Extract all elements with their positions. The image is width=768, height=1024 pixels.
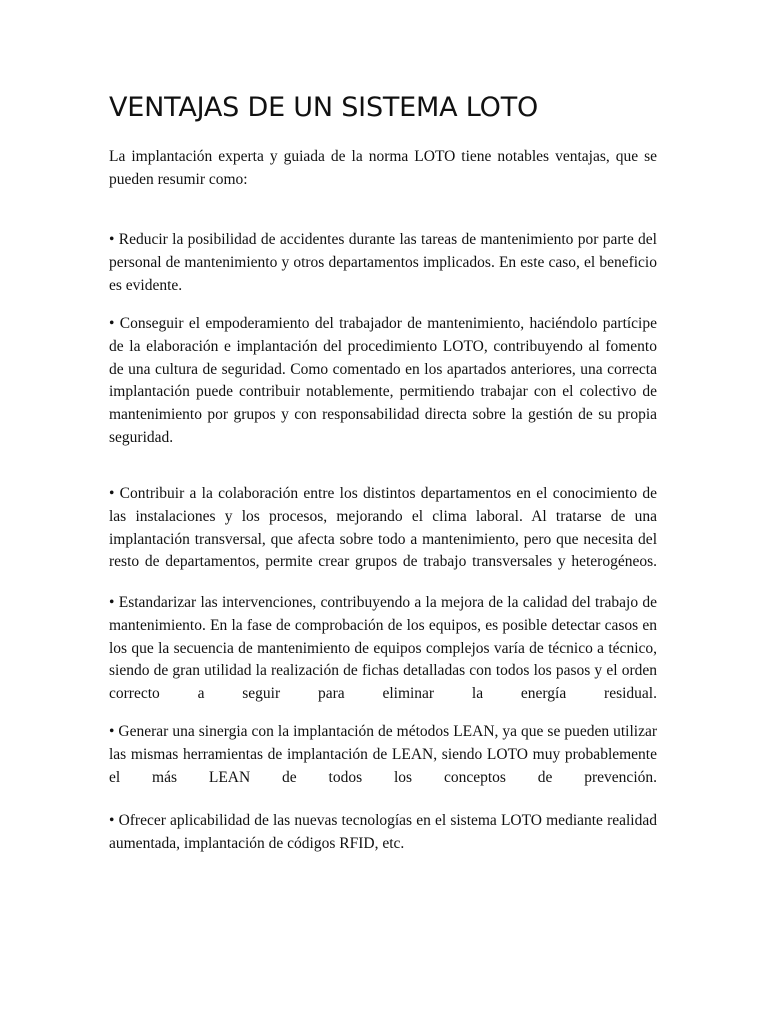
intro-paragraph: La implantación experta y guiada de la norma LOTO tiene notables ventajas, que se pueden resumir como: <box>109 148 657 188</box>
bullet-paragraph-estandarizar: • Estandarizar las intervenciones, contribuyendo a la mejora de la calidad del trabajo de mantenimiento. En la fase de comprobación de los equipos, es posible detectar casos en los que la secuencia de mantenimiento de equipos complejos varía de técnico a técnico, siendo de gran utilidad la realización de fichas detalladas con todos los pasos y el orden correcto a seguir para eliminar la energía residual. <box>109 594 657 703</box>
bullet-paragraph-sinergia-lean: • Generar una sinergia con la implantación de métodos LEAN, ya que se pueden utilizar las mismas herramientas de implantación de LEAN, siendo LOTO muy probablemente el más LEAN de todos los conceptos de prevención. <box>109 723 657 786</box>
bullet-paragraph-reducir-accidentes: • Reducir la posibilidad de accidentes durante las tareas de mantenimiento por parte del personal de mantenimiento y otros departamentos implicados. En este caso, el beneficio es evidente. <box>109 231 657 294</box>
bullet-paragraph-colaboracion: • Contribuir a la colaboración entre los distintos departamentos en el conocimiento de las instalaciones y los procesos, mejorando el clima laboral. Al tratarse de una implantación transversal, que afecta sobre todo a mantenimiento, pero que necesita del resto de departamentos, permite crear grupos de trabajo transversales y heterogéneos. <box>109 485 657 571</box>
bullet-paragraph-nuevas-tecnologias: • Ofrecer aplicabilidad de las nuevas tecnologías en el sistema LOTO mediante realidad aumentada, implantación de códigos RFID, etc. <box>109 812 657 852</box>
bullet-paragraph-empoderamiento: • Conseguir el empoderamiento del trabajador de mantenimiento, haciéndolo partícipe de la elaboración e implantación del procedimiento LOTO, contribuyendo al fomento de una cultura de seguridad. Como comentado en los apartados anteriores, una correcta implantación puede contribuir notablemente, permitiendo trabajar con el colectivo de mantenimiento por grupos y con responsabilidad directa sobre la gestión de su propia seguridad. <box>109 315 657 446</box>
page-title: VENTAJAS DE UN SISTEMA LOTO <box>109 92 539 123</box>
